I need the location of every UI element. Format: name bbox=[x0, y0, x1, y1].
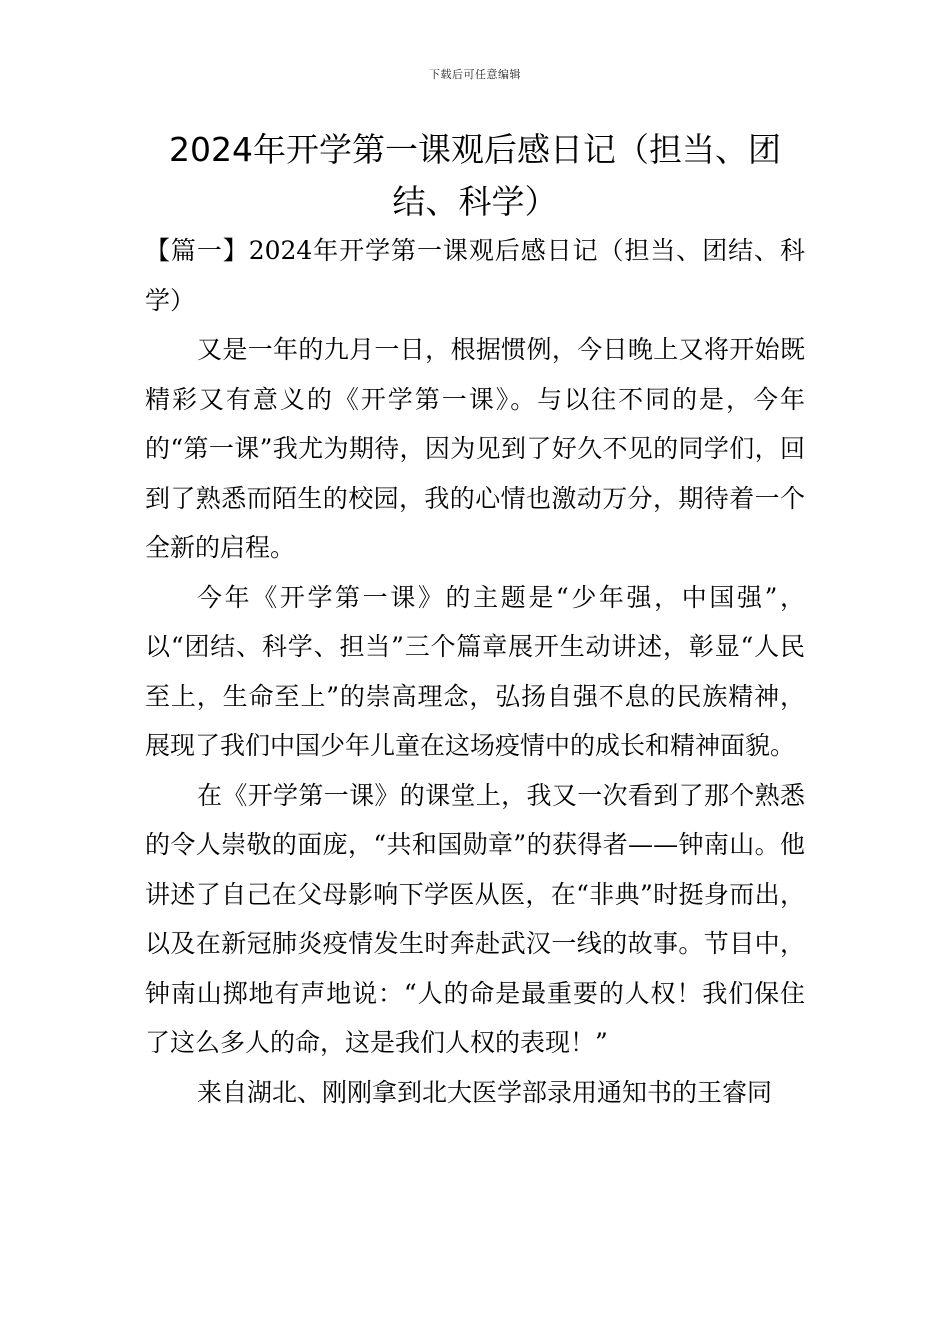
paragraph-1: 又是一年的九月一日，根据惯例，今日晚上又将开始既精彩又有意义的《开学第一课》。与以往不同的是，今年的“第一课”我尤为期待，因为见到了好久不见的同学们，回到了熟悉而陌生的校园，我的心情也激动万分，期待着一个全新的启程。 bbox=[145, 335, 805, 562]
document-body bbox=[145, 226, 805, 1117]
paragraph-2: 今年《开学第一课》的主题是“少年强，中国强”，以“团结、科学、担当”三个篇章展开生动讲述，彰显“人民至上，生命至上”的崇高理念，弘扬自强不息的民族精神，展现了我们中国少年儿童在这场疫情中的成长和精神面貌。 bbox=[145, 582, 805, 760]
paragraph-3: 在《开学第一课》的课堂上，我又一次看到了那个熟悉的令人崇敬的面庞，“共和国勋章”的获得者——钟南山。他讲述了自己在父母影响下学医从医，在“非典”时挺身而出，以及在新冠肺炎疫情发生时奔赴武汉一线的故事。节目中，钟南山掷地有声地说：“人的命是最重要的人权！我们保住了这么多人的命，这是我们人权的表现！” bbox=[145, 780, 805, 1057]
document-title: 2024年开学第一课观后感日记（担当、团结、科学） bbox=[169, 130, 781, 221]
header-note: 下载后可任意编辑 bbox=[429, 68, 521, 81]
section-heading: 【篇一】2024年开学第一课观后感日记（担当、团结、科学） bbox=[145, 236, 805, 315]
paragraph-4: 来自湖北、刚刚拿到北大医学部录用通知书的王睿同 bbox=[197, 1077, 773, 1107]
